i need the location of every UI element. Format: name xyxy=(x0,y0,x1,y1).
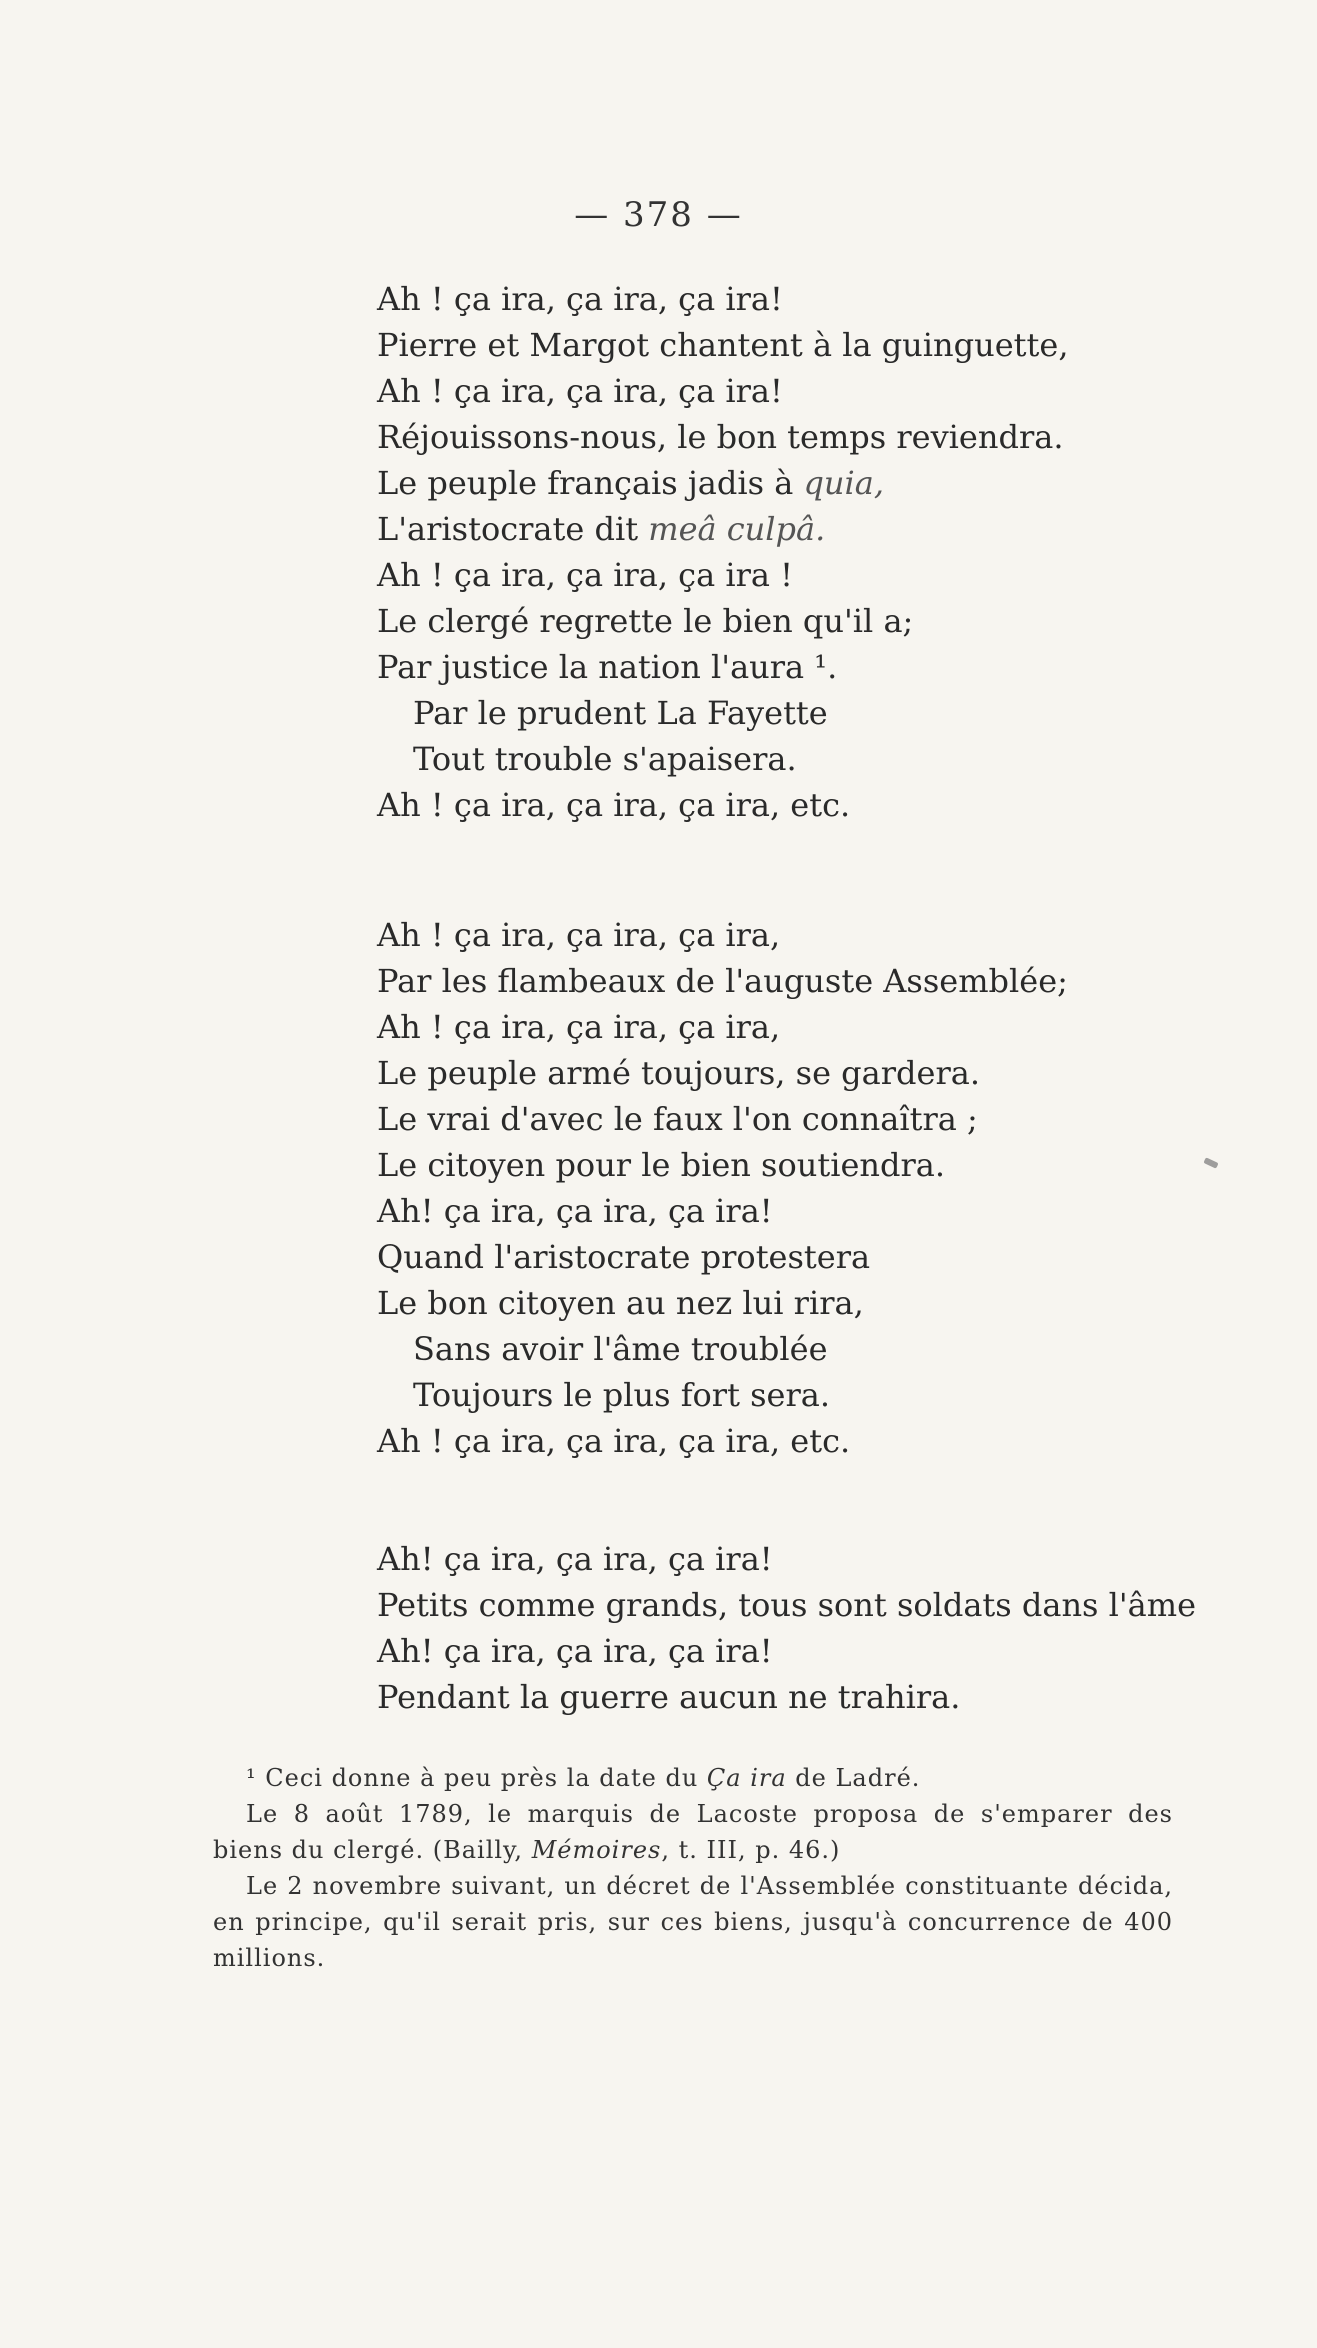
verse-text: Le peuple armé toujours, se gardera. xyxy=(377,1054,980,1092)
verse-text: Ah! ça ira, ça ira, ça ira! xyxy=(377,1632,773,1670)
verse-line xyxy=(377,1582,1277,1628)
verse-text: Le citoyen pour le bien soutiendra. xyxy=(377,1146,946,1184)
verse-text: Toujours le plus fort sera. xyxy=(413,1376,831,1414)
verse-line xyxy=(377,506,1277,552)
verse-line xyxy=(377,1372,1277,1418)
verse-text: Ah ! ça ira, ça ira, ça ira, xyxy=(377,916,781,954)
verse-line xyxy=(377,1142,1277,1188)
verse-text: Ah ! ça ira, ça ira, ça ira, xyxy=(377,1008,781,1046)
verse-text: Pendant la guerre aucun ne trahira. xyxy=(377,1678,961,1716)
verse-text: Ah! ça ira, ça ira, ça ira! xyxy=(377,1540,773,1578)
verse-line xyxy=(377,598,1277,644)
verse-text: Ah ! ça ira, ça ira, ça ira, etc. xyxy=(377,1422,851,1460)
verse-line xyxy=(377,1674,1277,1720)
verse-text: Ah ! ça ira, ça ira, ça ira ! xyxy=(377,556,793,594)
verse-line xyxy=(377,460,1277,506)
verse-line xyxy=(377,736,1277,782)
verse-text: Par justice la nation l'aura ¹. xyxy=(377,648,838,686)
verse-text: Le clergé regrette le bien qu'il a; xyxy=(377,602,914,640)
verse-line xyxy=(377,1004,1277,1050)
verse-line xyxy=(377,276,1277,322)
verse-text: Par les flambeaux de l'auguste Assemblée; xyxy=(377,962,1068,1000)
footnote-2 xyxy=(213,1796,1173,1868)
footnote-2-italic: Mémoires xyxy=(531,1836,662,1864)
stanza-3 xyxy=(377,1536,1277,1720)
verse-line xyxy=(377,782,1277,828)
verse-line xyxy=(377,958,1277,1004)
verse-text: Sans avoir l'âme troublée xyxy=(413,1330,828,1368)
verse-line xyxy=(377,1096,1277,1142)
verse-line xyxy=(377,690,1277,736)
verse-text: Le bon citoyen au nez lui rira, xyxy=(377,1284,864,1322)
verse-text: Petits comme grands, tous sont soldats dans l'âme xyxy=(377,1586,1197,1624)
verse-text: L'aristocrate dit xyxy=(377,510,649,548)
verse-line xyxy=(377,368,1277,414)
footnote-1 xyxy=(213,1760,1173,1796)
verse-text: Tout trouble s'apaisera. xyxy=(413,740,797,778)
verse-text: Ah ! ça ira, ça ira, ça ira! xyxy=(377,372,783,410)
verse-line xyxy=(377,1326,1277,1372)
verse-italic: quia, xyxy=(803,464,885,502)
verse-text: Ah ! ça ira, ça ira, ça ira, etc. xyxy=(377,786,851,824)
verse-text: Ah ! ça ira, ça ira, ça ira! xyxy=(377,280,783,318)
verse-line xyxy=(377,1628,1277,1674)
verse-line xyxy=(377,1050,1277,1096)
page-number: — 378 — xyxy=(574,195,743,235)
verse-line xyxy=(377,912,1277,958)
verse-text: Quand l'aristocrate protestera xyxy=(377,1238,871,1276)
stanza-1 xyxy=(377,276,1277,828)
footnote-1-italic: Ça ira xyxy=(706,1764,787,1792)
verse-line xyxy=(377,552,1277,598)
verse-line xyxy=(377,1418,1277,1464)
verse-line xyxy=(377,414,1277,460)
footnote-2-text: Le 8 août 1789, le marquis de Lacoste proposa de s'emparer des biens du clergé. (Bailly, xyxy=(213,1800,1173,1864)
footnote-1-text: ¹ Ceci donne à peu près la date du xyxy=(246,1764,707,1792)
stanza-2 xyxy=(377,912,1277,1464)
verse-line xyxy=(377,1280,1277,1326)
verse-text: Ah! ça ira, ça ira, ça ira! xyxy=(377,1192,773,1230)
verse-line xyxy=(377,322,1277,368)
verse-line xyxy=(377,1188,1277,1234)
verse-text: Pierre et Margot chantent à la guinguette, xyxy=(377,326,1069,364)
verse-line xyxy=(377,1536,1277,1582)
footnote-2-end: , t. III, p. 46.) xyxy=(661,1836,841,1864)
verse-line xyxy=(377,644,1277,690)
verse-line xyxy=(377,1234,1277,1280)
verse-text: Le peuple français jadis à xyxy=(377,464,804,502)
footnote-1-end: de Ladré. xyxy=(786,1764,921,1792)
footnotes xyxy=(213,1760,1173,1976)
verse-text: Par le prudent La Fayette xyxy=(413,694,828,732)
verse-text: Le vrai d'avec le faux l'on connaîtra ; xyxy=(377,1100,978,1138)
verse-text: Réjouissons-nous, le bon temps reviendra. xyxy=(377,418,1064,456)
footnote-3: Le 2 novembre suivant, un décret de l'Assemblée constituante décida, en principe, qu'il serait pris, sur ces biens, jusqu'à concurrence de 400 millions. xyxy=(213,1872,1173,1972)
verse-italic: meâ culpâ. xyxy=(648,510,826,548)
